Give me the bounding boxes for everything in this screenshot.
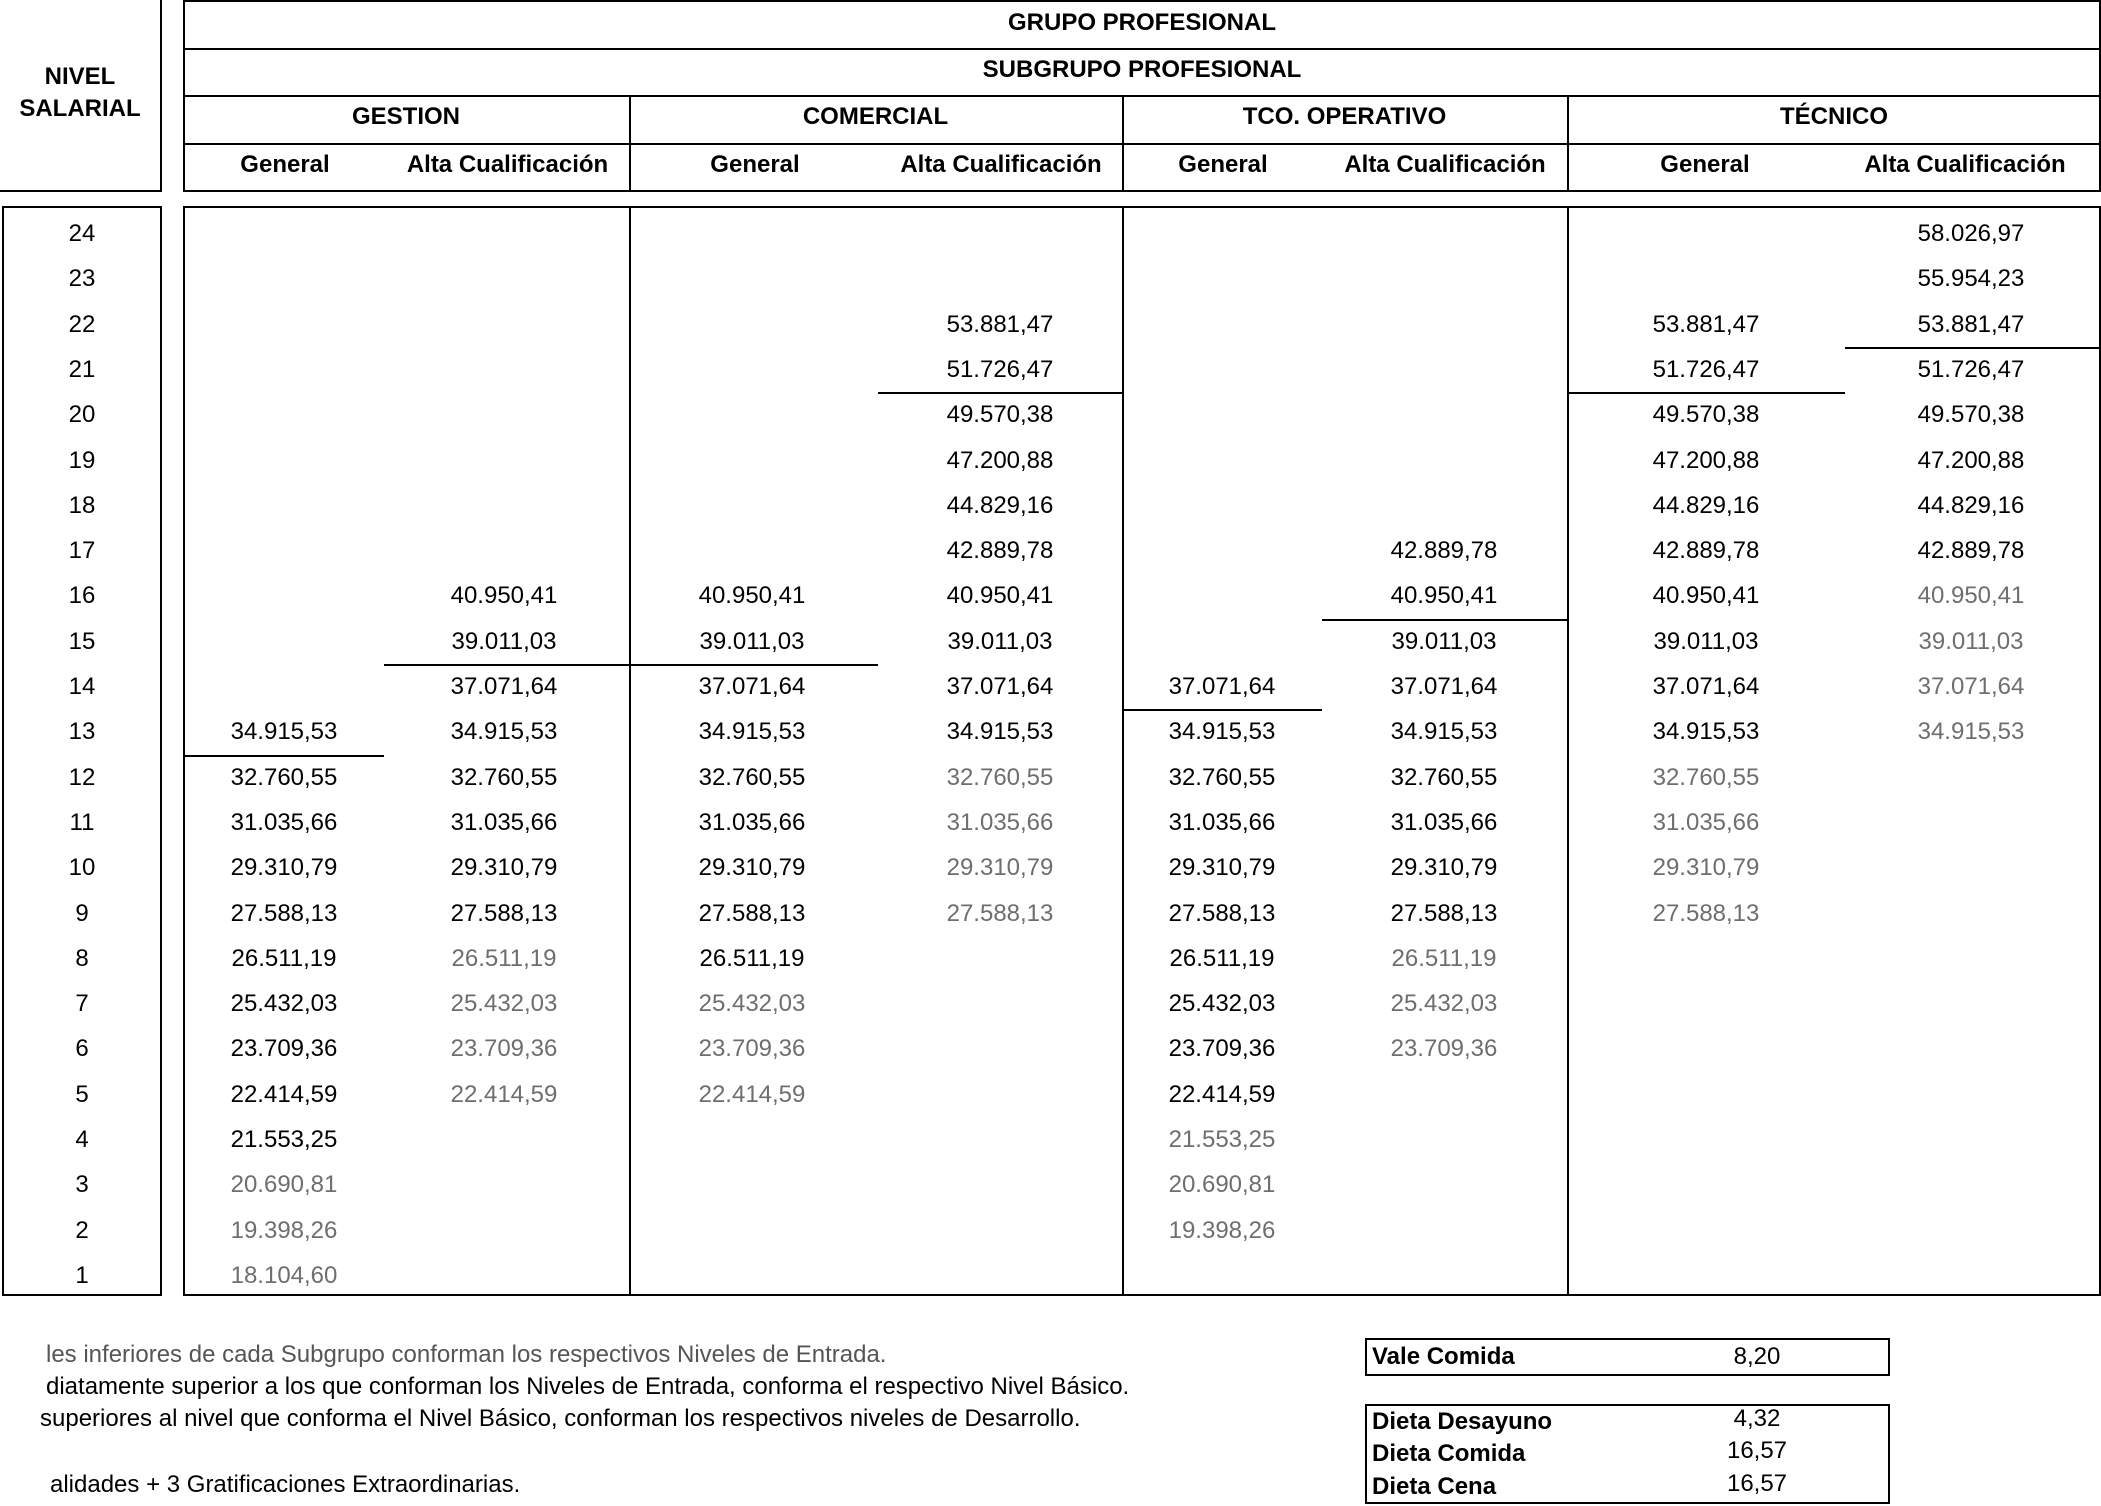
level-number: 13 (68, 718, 96, 746)
salary-cell: 31.035,66 (698, 808, 806, 836)
col-comercial-alta: Alta Cualificación (900, 151, 1102, 178)
salary-cell: 26.511,19 (451, 944, 557, 972)
salary-cell: 40.950,41 (1917, 582, 2025, 610)
salary-cell: 34.915,53 (1917, 718, 2025, 746)
subgrupo-profesional-title: SUBGRUPO PROFESIONAL (982, 56, 1302, 83)
salary-cell: 23.709,36 (698, 1035, 806, 1063)
salary-cell: 39.011,03 (1391, 627, 1497, 655)
salary-cell: 47.200,88 (946, 446, 1054, 474)
salary-cell: 19.398,26 (230, 1216, 338, 1244)
col-tecnico-general: General (1660, 151, 1750, 178)
salary-cell: 31.035,66 (1168, 808, 1276, 836)
salary-cell: 39.011,03 (947, 627, 1053, 655)
salary-cell: 37.071,64 (1652, 673, 1760, 700)
salary-cell: 25.432,03 (698, 990, 806, 1018)
salary-cell: 22.414,59 (698, 1080, 806, 1108)
level-number: 11 (69, 808, 95, 836)
salary-cell: 51.726,47 (1652, 355, 1760, 383)
salary-cell: 19.398,26 (1168, 1216, 1276, 1244)
level-number: 1 (75, 1261, 89, 1289)
col-tco-general: General (1178, 151, 1268, 178)
entry-level-divider (384, 664, 629, 666)
salary-cell: 37.071,64 (1168, 673, 1276, 700)
salary-cell: 55.954,23 (1917, 265, 2025, 293)
grupo-profesional-title: GRUPO PROFESIONAL (1007, 9, 1277, 36)
salary-cell: 39.011,03 (1918, 627, 2024, 655)
salary-cell: 26.511,19 (1391, 944, 1497, 972)
salary-cell: 31.035,66 (230, 808, 338, 836)
salary-cell: 29.310,79 (450, 854, 558, 882)
group-tco-operativo: TCO. OPERATIVO (1242, 103, 1447, 130)
col-tco-alta: Alta Cualificación (1344, 151, 1546, 178)
level-number: 2 (75, 1216, 89, 1244)
level-number: 7 (75, 990, 89, 1018)
salary-cell: 21.553,25 (1168, 1126, 1276, 1153)
salary-cell: 31.035,66 (450, 808, 558, 836)
dieta-cena-value: 16,57 (1726, 1470, 1788, 1497)
level-number: 19 (68, 446, 96, 474)
salary-cell: 23.709,36 (230, 1035, 338, 1063)
group-gestion: GESTION (351, 103, 460, 130)
level-number: 18 (68, 491, 96, 519)
col-tecnico-alta: Alta Cualificación (1864, 151, 2066, 178)
salary-cell: 42.889,78 (946, 537, 1054, 565)
salary-cell: 29.310,79 (1168, 854, 1276, 882)
level-number: 14 (68, 673, 96, 700)
col-gestion-alta: Alta Cualificación (406, 151, 609, 178)
salary-cell: 49.570,38 (946, 401, 1054, 429)
salary-cell: 42.889,78 (1652, 537, 1760, 565)
salary-cell: 31.035,66 (946, 808, 1054, 836)
dieta-comida-value: 16,57 (1726, 1437, 1788, 1464)
salary-cell: 25.432,03 (450, 990, 558, 1018)
dietas-box (1365, 1404, 1890, 1504)
salary-cell: 53.881,47 (946, 310, 1054, 338)
vale-comida-value: 8,20 (1733, 1343, 1781, 1370)
salary-cell: 27.588,13 (230, 899, 338, 927)
salary-cell: 44.829,16 (1917, 491, 2025, 519)
salary-cell: 31.035,66 (1390, 808, 1498, 836)
salary-cell: 26.511,19 (231, 944, 337, 972)
level-number: 6 (75, 1035, 89, 1063)
note-line: les inferiores de cada Subgrupo conforman los respectivos Niveles de Entrada. (46, 1341, 887, 1368)
salary-cell: 26.511,19 (699, 944, 805, 972)
level-number: 4 (75, 1126, 89, 1153)
salary-cell: 22.414,59 (230, 1080, 338, 1108)
note-line: superiores al nivel que conforma el Nivel Básico, conforman los respectivos niveles de Desarrollo. (40, 1405, 1081, 1432)
level-number: 16 (68, 582, 96, 610)
entry-level-divider (1567, 392, 1845, 394)
salary-cell: 27.588,13 (1168, 899, 1276, 927)
salary-cell: 34.915,53 (1652, 718, 1760, 746)
salary-cell: 47.200,88 (1652, 446, 1760, 474)
salary-cell: 53.881,47 (1917, 310, 2025, 338)
salary-cell: 37.071,64 (946, 673, 1054, 700)
salary-cell: 39.011,03 (699, 627, 805, 655)
entry-level-divider (1122, 709, 1322, 711)
salary-cell: 51.726,47 (946, 355, 1054, 383)
salary-cell: 37.071,64 (698, 673, 806, 700)
salary-cell: 39.011,03 (1653, 627, 1759, 655)
salary-cell: 29.310,79 (230, 854, 338, 882)
salary-cell: 39.011,03 (451, 627, 557, 655)
level-number: 24 (68, 220, 96, 247)
salary-cell: 29.310,79 (1390, 854, 1498, 882)
salary-cell: 47.200,88 (1917, 446, 2025, 474)
level-number: 3 (75, 1171, 89, 1199)
salary-cell: 21.553,25 (230, 1126, 338, 1153)
group-comercial: COMERCIAL (802, 103, 949, 130)
vale-comida-box (1365, 1338, 1890, 1376)
salary-cell: 32.760,55 (946, 763, 1054, 791)
level-number: 17 (68, 537, 96, 565)
salary-cell: 32.760,55 (450, 763, 558, 791)
salary-cell: 49.570,38 (1652, 401, 1760, 429)
salary-cell: 40.950,41 (698, 582, 806, 610)
salary-cell: 29.310,79 (1652, 854, 1760, 882)
entry-level-divider (1845, 347, 2101, 349)
salary-cell: 40.950,41 (946, 582, 1054, 610)
col-gestion-general: General (240, 151, 330, 178)
salary-cell: 29.310,79 (698, 854, 806, 882)
salary-cell: 34.915,53 (230, 718, 338, 746)
salary-cell: 20.690,81 (1168, 1171, 1276, 1199)
salary-cell: 23.709,36 (450, 1035, 558, 1063)
salary-cell: 37.071,64 (1390, 673, 1498, 700)
note-line: alidades + 3 Gratificaciones Extraordinarias. (50, 1471, 521, 1498)
salary-cell: 22.414,59 (1168, 1080, 1276, 1108)
level-number: 12 (68, 763, 96, 791)
level-number: 9 (75, 899, 89, 927)
salary-cell: 31.035,66 (1652, 808, 1760, 836)
salary-cell: 44.829,16 (946, 491, 1054, 519)
nivel-label: NIVEL (44, 63, 116, 90)
salary-cell: 20.690,81 (230, 1171, 338, 1199)
salary-cell: 27.588,13 (946, 899, 1054, 927)
salary-cell: 23.709,36 (1168, 1035, 1276, 1063)
salary-cell: 37.071,64 (450, 673, 558, 700)
level-number: 10 (68, 854, 96, 882)
salary-cell: 27.588,13 (698, 899, 806, 927)
level-number: 15 (68, 627, 96, 655)
level-number: 21 (68, 355, 96, 383)
salary-cell: 32.760,55 (1168, 763, 1276, 791)
salary-cell: 42.889,78 (1390, 537, 1498, 565)
salary-cell: 34.915,53 (1390, 718, 1498, 746)
salary-cell: 51.726,47 (1917, 355, 2025, 383)
salary-cell: 32.760,55 (698, 763, 806, 791)
level-number: 22 (68, 310, 96, 338)
salary-cell: 42.889,78 (1917, 537, 2025, 565)
level-number: 23 (68, 265, 96, 293)
level-number: 8 (75, 944, 89, 972)
salary-cell: 40.950,41 (1652, 582, 1760, 610)
salary-cell: 22.414,59 (450, 1080, 558, 1108)
group-tecnico: TÉCNICO (1780, 103, 1888, 130)
salary-cell: 49.570,38 (1917, 401, 2025, 429)
entry-level-divider (1322, 619, 1567, 621)
salary-cell: 37.071,64 (1917, 673, 2025, 700)
salary-cell: 25.432,03 (230, 990, 338, 1018)
salary-cell: 58.026,97 (1917, 220, 2025, 247)
salary-cell: 23.709,36 (1390, 1035, 1498, 1063)
salary-cell: 29.310,79 (946, 854, 1054, 882)
salary-cell: 32.760,55 (230, 763, 338, 791)
salary-cell: 44.829,16 (1652, 491, 1760, 519)
salary-cell: 32.760,55 (1390, 763, 1498, 791)
salary-cell: 32.760,55 (1652, 763, 1760, 791)
salary-cell: 27.588,13 (1652, 899, 1760, 927)
salary-cell: 34.915,53 (946, 718, 1054, 746)
salary-cell: 27.588,13 (1390, 899, 1498, 927)
salary-cell: 34.915,53 (450, 718, 558, 746)
salary-cell: 40.950,41 (450, 582, 558, 610)
entry-level-divider (629, 664, 878, 666)
col-comercial-general: General (710, 151, 800, 178)
salary-cell: 34.915,53 (698, 718, 806, 746)
salary-cell: 18.104,60 (230, 1261, 338, 1289)
salary-cell: 26.511,19 (1169, 944, 1275, 972)
level-number: 5 (75, 1080, 89, 1108)
salarial-label: SALARIAL (19, 95, 141, 122)
entry-level-divider (183, 755, 384, 757)
salary-cell: 25.432,03 (1390, 990, 1498, 1018)
salary-cell: 40.950,41 (1390, 582, 1498, 610)
salary-cell: 34.915,53 (1168, 718, 1276, 746)
dieta-cena-label: Dieta Cena (1372, 1473, 1497, 1500)
salary-cell: 53.881,47 (1652, 310, 1760, 338)
salary-cell: 25.432,03 (1168, 990, 1276, 1018)
dieta-comida-label: Dieta Comida (1372, 1440, 1526, 1467)
note-line: diatamente superior a los que conforman los Niveles de Entrada, conforma el respectivo Nivel Básico. (46, 1373, 1130, 1400)
dieta-desayuno-label: Dieta Desayuno (1372, 1408, 1553, 1435)
salary-cell: 27.588,13 (450, 899, 558, 927)
entry-level-divider (878, 392, 1122, 394)
level-number: 20 (68, 401, 96, 429)
dieta-desayuno-value: 4,32 (1733, 1405, 1781, 1432)
vale-comida-label: Vale Comida (1372, 1343, 1515, 1370)
